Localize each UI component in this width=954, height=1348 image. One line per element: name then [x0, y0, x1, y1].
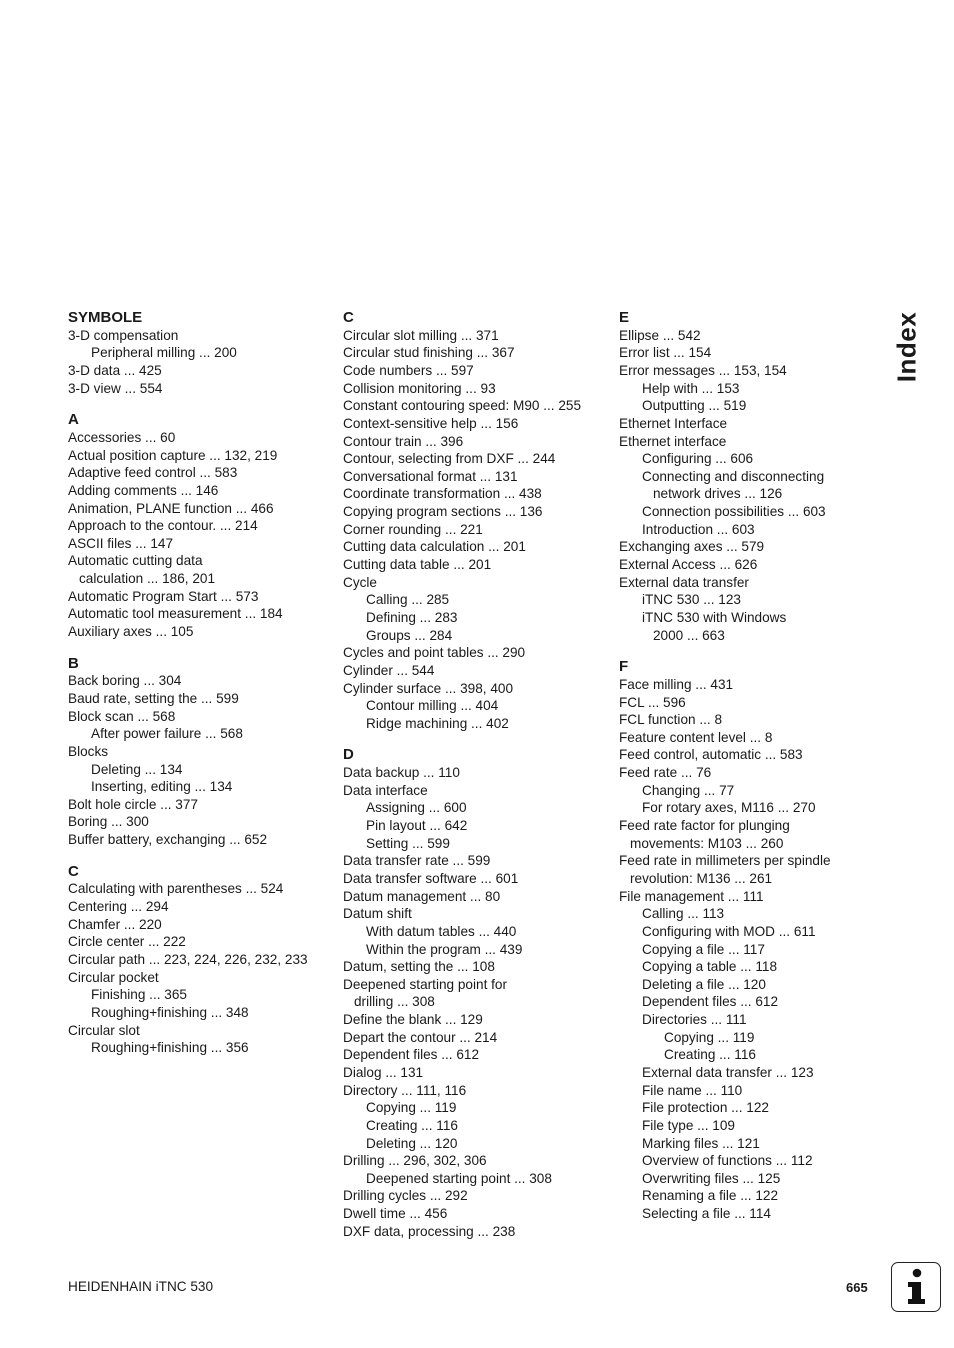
index-entry: Feed control, automatic ... 583	[619, 747, 803, 763]
index-entry: Calling ... 285	[366, 592, 450, 608]
index-entry: Blocks	[68, 743, 109, 759]
index-entry: File protection ... 122	[642, 1100, 769, 1116]
section-heading: C	[68, 862, 79, 880]
index-entry: network drives ... 126	[653, 486, 783, 502]
index-entry: Code numbers ... 597	[343, 362, 474, 378]
index-entry: FCL function ... 8	[619, 712, 723, 728]
index-entry: Cutting data table ... 201	[343, 557, 492, 573]
index-entry: Renaming a file ... 122	[642, 1188, 779, 1204]
index-entry: Dependent files ... 612	[642, 994, 779, 1010]
index-entry: Boring ... 300	[68, 814, 149, 830]
index-entry: Feature content level ... 8	[619, 729, 773, 745]
index-entry: Defining ... 283	[366, 609, 458, 625]
index-section	[619, 309, 889, 644]
index-entry: Block scan ... 568	[68, 708, 176, 724]
index-entry: Approach to the contour. ... 214	[68, 518, 258, 534]
index-entry: Deepened starting point for	[343, 976, 507, 992]
index-entry: Datum, setting the ... 108	[343, 959, 495, 975]
index-entry: For rotary axes, M116 ... 270	[642, 800, 816, 816]
index-entry: Connection possibilities ... 603	[642, 504, 826, 520]
index-entry: With datum tables ... 440	[366, 923, 517, 939]
index-entry: Feed rate in millimeters per spindle	[619, 853, 831, 869]
index-entry: Cylinder ... 544	[343, 662, 435, 678]
index-entry: Configuring ... 606	[642, 451, 754, 467]
index-entry: Ethernet interface	[619, 433, 727, 449]
index-entry: Creating ... 116	[366, 1117, 458, 1133]
info-icon	[891, 1262, 941, 1312]
index-entry: Buffer battery, exchanging ... 652	[68, 832, 268, 848]
index-entry: Chamfer ... 220	[68, 916, 162, 932]
index-entry: Circular slot	[68, 1022, 140, 1038]
section-heading: D	[343, 746, 354, 764]
index-entry: Face milling ... 431	[619, 676, 734, 692]
index-entry: External data transfer	[619, 574, 749, 590]
index-entry: Within the program ... 439	[366, 941, 523, 957]
index-entry: Define the blank ... 129	[343, 1012, 483, 1028]
index-entry: drilling ... 308	[354, 994, 435, 1010]
index-entry: Directories ... 111	[642, 1012, 747, 1028]
index-entry: Configuring with MOD ... 611	[642, 923, 816, 939]
index-entry: Copying ... 119	[664, 1029, 755, 1045]
index-entry: FCL ... 596	[619, 694, 686, 710]
index-entry: Connecting and disconnecting	[642, 468, 825, 484]
index-entry: External data transfer ... 123	[642, 1065, 814, 1080]
index-entry: Inserting, editing ... 134	[91, 779, 233, 795]
index-section	[343, 746, 613, 1240]
index-entry: Adaptive feed control ... 583	[68, 465, 238, 481]
index-column-3	[619, 307, 889, 1237]
index-entry: Peripheral milling ... 200	[91, 345, 237, 361]
section-heading: SYMBOLE	[68, 309, 143, 326]
index-section	[619, 658, 889, 1223]
section-heading: A	[68, 411, 79, 429]
index-entry: Datum management ... 80	[343, 888, 501, 904]
index-entry: Overview of functions ... 112	[642, 1153, 813, 1169]
index-entry: Ethernet Interface	[619, 415, 728, 431]
section-heading: E	[619, 309, 630, 326]
index-entry: Adding comments ... 146	[68, 482, 219, 498]
index-entry: Copying a table ... 118	[642, 959, 778, 975]
index-entry: External Access ... 626	[619, 557, 758, 573]
index-entry: Deleting a file ... 120	[642, 976, 766, 992]
index-entry: Creating ... 116	[664, 1047, 756, 1063]
index-entry: Bolt hole circle ... 377	[68, 796, 198, 812]
index-entry: 3-D data ... 425	[68, 362, 162, 378]
index-entry: Dependent files ... 612	[343, 1047, 480, 1063]
index-entry: Dwell time ... 456	[343, 1206, 448, 1222]
index-entry: Directory ... 111, 116	[343, 1082, 467, 1098]
index-entry: Roughing+finishing ... 356	[91, 1040, 249, 1056]
index-section	[68, 863, 338, 1057]
index-entry: Data interface	[343, 782, 428, 798]
index-entry: File name ... 110	[642, 1082, 743, 1098]
index-entry: Datum shift	[343, 906, 412, 922]
index-entry: Circular pocket	[68, 969, 159, 985]
section-heading: F	[619, 658, 629, 676]
index-entry: Assigning ... 600	[366, 800, 467, 816]
index-column-1	[68, 307, 338, 1071]
index-entry: Ridge machining ... 402	[366, 715, 509, 731]
index-entry: Auxiliary axes ... 105	[68, 623, 194, 639]
index-entry: File management ... 111	[619, 888, 764, 904]
index-entry: Circular stud finishing ... 367	[343, 345, 515, 361]
index-entry: Collision monitoring ... 93	[343, 380, 496, 396]
index-entry: Feed rate factor for plunging	[619, 818, 790, 834]
index-entry: Depart the contour ... 214	[343, 1029, 498, 1045]
index-entry: Deepened starting point ... 308	[366, 1170, 552, 1186]
index-entry: Marking files ... 121	[642, 1135, 760, 1151]
index-entry: Drilling cycles ... 292	[343, 1188, 468, 1204]
index-entry: Calculating with parentheses ... 524	[68, 881, 284, 897]
index-entry: Cutting data calculation ... 201	[343, 539, 526, 555]
index-entry: Drilling ... 296, 302, 306	[343, 1153, 487, 1169]
index-entry: 3-D view ... 554	[68, 380, 163, 396]
section-heading: C	[343, 309, 354, 326]
index-entry: revolution: M136 ... 261	[630, 870, 773, 886]
index-entry: Automatic Program Start ... 573	[68, 588, 259, 604]
index-entry: Error messages ... 153, 154	[619, 362, 787, 378]
index-entry: Centering ... 294	[68, 899, 169, 915]
index-entry: Baud rate, setting the ... 599	[68, 690, 239, 706]
index-entry: Cycle	[343, 574, 377, 590]
index-entry: Outputting ... 519	[642, 398, 747, 414]
index-entry: Groups ... 284	[366, 627, 453, 643]
index-entry: Data transfer software ... 601	[343, 870, 519, 886]
index-entry: ASCII files ... 147	[68, 535, 174, 551]
index-entry: Cycles and point tables ... 290	[343, 645, 526, 661]
page-number: 665	[846, 1280, 868, 1295]
index-entry: movements: M103 ... 260	[630, 835, 784, 851]
index-entry: Deleting ... 120	[366, 1135, 458, 1151]
index-section	[68, 655, 338, 849]
index-entry: Finishing ... 365	[91, 987, 187, 1003]
index-entry: Contour train ... 396	[343, 433, 464, 449]
index-entry: Circular slot milling ... 371	[343, 327, 499, 343]
index-entry: calculation ... 186, 201	[79, 571, 216, 587]
index-column-2	[343, 307, 613, 1254]
section-heading: B	[68, 654, 79, 672]
index-entry: Contour milling ... 404	[366, 698, 499, 714]
index-entry: Error list ... 154	[619, 345, 712, 361]
index-side-tab-label: Index	[891, 311, 922, 383]
index-entry: Circular path ... 223, 224, 226, 232, 233	[68, 951, 308, 967]
index-entry: Copying program sections ... 136	[343, 504, 543, 520]
index-section	[343, 309, 613, 732]
index-entry: iTNC 530 ... 123	[642, 592, 741, 608]
index-entry: Overwriting files ... 125	[642, 1170, 781, 1186]
index-entry: Dialog ... 131	[343, 1065, 424, 1080]
index-entry: Coordinate transformation ... 438	[343, 486, 542, 502]
footer-product-name: HEIDENHAIN iTNC 530	[68, 1279, 214, 1294]
index-entry: Conversational format ... 131	[343, 468, 518, 484]
index-entry: Roughing+finishing ... 348	[91, 1004, 249, 1020]
index-entry: Data transfer rate ... 599	[343, 853, 491, 869]
index-entry: Introduction ... 603	[642, 521, 755, 537]
index-entry: Automatic tool measurement ... 184	[68, 606, 283, 622]
index-entry: Contour, selecting from DXF ... 244	[343, 451, 556, 467]
index-entry: Actual position capture ... 132, 219	[68, 447, 278, 463]
index-entry: Accessories ... 60	[68, 429, 176, 445]
index-entry: iTNC 530 with Windows	[642, 609, 787, 625]
index-entry: Back boring ... 304	[68, 673, 182, 689]
index-entry: Cylinder surface ... 398, 400	[343, 680, 514, 696]
index-section	[68, 411, 338, 640]
index-entry: Animation, PLANE function ... 466	[68, 500, 274, 516]
index-entry: Data backup ... 110	[343, 765, 460, 781]
index-entry: 3-D compensation	[68, 327, 179, 343]
index-entry: Help with ... 153	[642, 380, 740, 396]
index-entry: Calling ... 113	[642, 906, 725, 922]
index-entry: Corner rounding ... 221	[343, 521, 483, 537]
index-entry: Feed rate ... 76	[619, 765, 712, 781]
index-section	[68, 309, 338, 397]
index-entry: Selecting a file ... 114	[642, 1206, 771, 1222]
index-entry: Setting ... 599	[366, 835, 450, 851]
index-side-tab	[887, 312, 927, 382]
index-entry: Exchanging axes ... 579	[619, 539, 765, 555]
index-entry: After power failure ... 568	[91, 726, 243, 742]
index-entry: Deleting ... 134	[91, 761, 183, 777]
index-entry: DXF data, processing ... 238	[343, 1223, 516, 1239]
index-entry: Copying a file ... 117	[642, 941, 765, 957]
index-entry: Automatic cutting data	[68, 553, 203, 569]
index-entry: Context-sensitive help ... 156	[343, 415, 519, 431]
index-entry: Ellipse ... 542	[619, 327, 701, 343]
index-entry: Copying ... 119	[366, 1100, 457, 1116]
index-entry: Circle center ... 222	[68, 934, 186, 950]
index-entry: Constant contouring speed: M90 ... 255	[343, 398, 582, 414]
index-entry: Changing ... 77	[642, 782, 735, 798]
index-entry: Pin layout ... 642	[366, 818, 468, 834]
index-entry: 2000 ... 663	[653, 627, 725, 643]
index-entry: File type ... 109	[642, 1117, 735, 1133]
